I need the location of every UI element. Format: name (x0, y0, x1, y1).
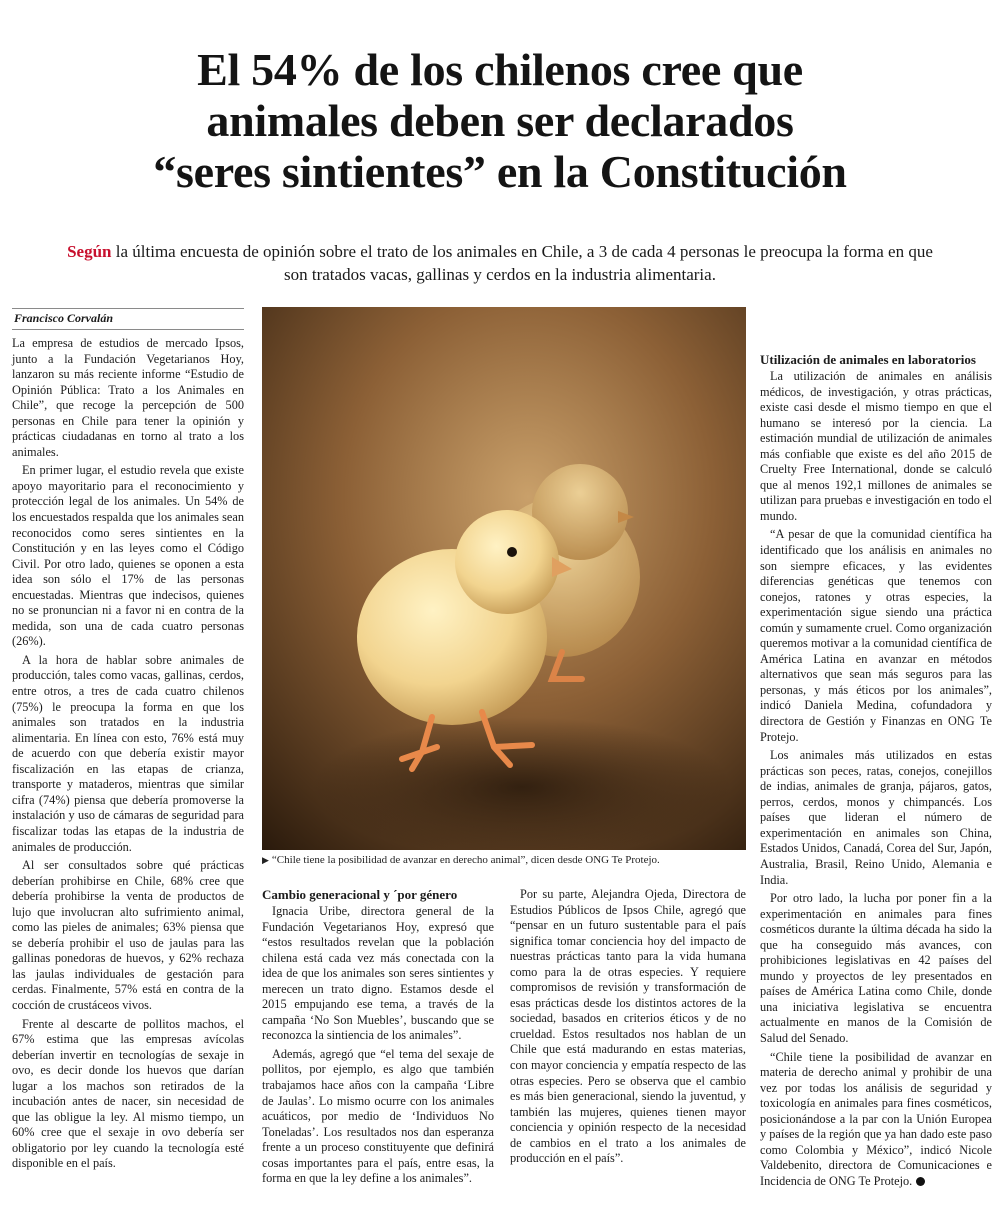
article-column-2 (262, 887, 494, 1199)
lead-first-word: Según (67, 242, 112, 261)
lead-paragraph (10, 240, 990, 286)
paragraph: Ignacia Uribe, directora general de la Fundación Vegetarianos Hoy, expresó que “estos resultados revelan que la población chilena está cada vez más conectada con la idea de que los animales son seres sintientes y merecen un trato digno. Estamos desde el 2015 empujando ese tema, a través de la campaña ‘No Son Muebles’, buscando que se reconozca la sintiencia de los animales”. (262, 904, 494, 1043)
paragraph: Por otro lado, la lucha por poner fin a la experimentación en animales para fines cosméticos durante la última década ha sido la que ha conseguido más avances, con prohibiciones legislativas en 42 países del mundo y proyectos de ley presentados en países de América Latina como Chile, donde una iniciativa legislativa se encuentra actualmente en manos de la Comisión de Salud del Senado. (760, 891, 992, 1045)
paragraph: La utilización de animales en análisis médicos, de investigación, y otras prácticas, existe casi desde el mismo tiempo en que el humano se interesó por la ciencia. La estimación mundial de utilización de animales más confiable que existe es del año 2015 de Cruelty Free International, donde se calculó que al menos 192,1 millones de animales se utilizan para pruebas e investigación en todo el mundo. (760, 369, 992, 523)
section-heading-laboratories: Utilización de animales en laboratorios (760, 352, 976, 367)
paragraph: A la hora de hablar sobre animales de producción, tales como vacas, gallinas, cerdos, entre otros, a tres de cada cuatro chilenos (75%) le preocupa la forma en que los animales son tratados en la industria alimentaria. En línea con esto, 76% está muy de acuerdo con que debería existir mayor fiscalización en las etapas de crianza, transporte y mataderos, mientras que similar cifra (74%) piensa que debería promoverse la instalación y uso de cámaras de seguridad para fiscalizar todas las etapas de la industria de animales de producción. (12, 652, 244, 854)
lead-line-2: son tratados vacas, gallinas y cerdos en la industria alimentaria. (284, 265, 716, 284)
paragraph: La empresa de estudios de mercado Ipsos, junto a la Fundación Vegetarianos Hoy, lanzaron su más reciente informe “Estudio de Opinión Pública: Trato a los Animales en Chile”, que recoge la percepción de 500 personas en Chile para tener la opinión y prácticas ciudadanas en torno al trato a los animales. (12, 336, 244, 459)
headline-line-1: El 54% de los chilenos cree que (197, 44, 803, 95)
headline-line-3: “seres sintientes” en la Constitución (153, 146, 847, 197)
paragraph: “A pesar de que la comunidad científica ha identificado que los análisis en animales no son siempre eficaces, y las evidentes diferencias genéticas que tenemos con conejos, ratones y otras especies, la experimentación sigue siendo una práctica común y sumamente cruel. Como organización queremos motivar a la comunidad científica de América Latina en avanzar en métodos alternativos que sean más seguros para las personas, y más éticos por los animales”, indicó Daniela Medina, cofundadora y directora de Gestión y Finanzas en ONG Te Protejo. (760, 527, 992, 744)
photo-caption-text: “Chile tiene la posibilidad de avanzar en derecho animal”, dicen desde ONG Te Protejo. (271, 854, 660, 866)
headline (20, 44, 980, 197)
article-column-4 (760, 336, 992, 1196)
article-column-3 (510, 887, 746, 1199)
paragraph (760, 1050, 992, 1190)
paragraph: Los animales más utilizados en estas prácticas son peces, ratas, conejos, conejillos de indias, animales de granja, pájaros, gatos, perros, cerdos, monos y chimpancés. Los países que lideran el número de experimentación en animales son China, Estados Unidos, Canadá, Corea del Sur, Japón, Australia, Brasil, Reino Unido, Alemania e India. (760, 748, 992, 887)
section-heading-generational: Cambio generacional y ´por género (262, 887, 458, 902)
byline-rule-bottom (12, 329, 244, 330)
headline-line-2: animales deben ser declarados (206, 95, 794, 146)
end-of-article-icon (916, 1177, 925, 1186)
caption-triangle-icon: ▶ (262, 855, 269, 865)
byline-rule-top (12, 308, 244, 309)
paragraph: Por su parte, Alejandra Ojeda, Directora de Estudios Públicos de Ipsos Chile, agregó que “pensar en un futuro sustentable para el país significa tomar conciencia hoy del impacto de nuestras prácticas tanto para la vida humana como para la de otras especies. Y requiere compromisos de revisión y transformación de esas prácticas desde los distintos actores de la sociedad, basados en criterios éticos y de no crueldad. Estos resultados nos hablan de un Chile que está madurando en estas materias, con mayor conciencia y empatía respecto de las otras especies. Pero se observa que el cambio es más bien generacional, siendo la juventud, y también las mujeres, quienes tienen mayor conciencia y opinión respecto de la necesidad de cambios en el trato a los animales de producción en el país”. (510, 887, 746, 1166)
chicks-photo-illustration (262, 307, 746, 850)
lead-line-1-text: la última encuesta de opinión sobre el trato de los animales en Chile, a 3 de cada 4 personas le preocupa la forma en que (111, 242, 933, 261)
byline: Francisco Corvalán (14, 311, 114, 325)
paragraph: Al ser consultados sobre qué prácticas deberían prohibirse en Chile, 68% cree que debería prohibirse la venta de productos de lujo que involucran alto sufrimiento animal, como las pieles de animales; 63% piensa que se debería prohibir el uso de jaulas para las gallinas ponedoras de huevos, y 62% rechaza las jaulas individuales de gestación para cerdas. Finalmente, 57% está en contra de la cocción de crustáceos vivos. (12, 858, 244, 1012)
paragraph: Frente al descarte de pollitos machos, el 67% estima que las empresas avícolas deberían invertir en tecnologías de sexaje in ovo, es decir donde los huevos que darían lugar a los machos son retirados de la incubación antes de nacer, sin necesidad de que las obligue la ley. Al mismo tiempo, un 60% cree que el sexaje in ovo debería ser obligatorio por ley cuando la tecnología esté disponible en el país. (12, 1016, 244, 1171)
paragraph-text: “Chile tiene la posibilidad de avanzar en materia de derecho animal y prohibir de una vez por todas los análisis de seguridad y toxicología en animales para fines cosméticos, posicionándose a la par con la Unión Europea y países de la región que ya han dado este paso como Colombia y México”, indicó Nicole Valdebenito, directora de Comunicaciones e Incidencia de ONG Te Protejo. (760, 1049, 992, 1188)
photo-caption (262, 854, 746, 866)
lead-line-1 (10, 240, 990, 263)
paragraph: Además, agregó que “el tema del sexaje de pollitos, por ejemplo, es algo que también trabajamos hace años con la campaña ‘Libre de Jaulas’. Lo mismo ocurre con los animales acuáticos, por medio de ‘Individuos No Toneladas’. Los resultados nos dan esperanza frente a un proceso constituyente que definirá cosas importantes para el país, entre esas, la forma en que la ley define a los animales”. (262, 1046, 494, 1186)
article-column-1 (12, 336, 244, 1196)
paragraph: En primer lugar, el estudio revela que existe apoyo mayoritario para el reconocimiento y protección legal de los animales. Un 54% de los encuestados respalda que los animales sean reconocidos como seres sintientes en la Constitución y en las leyes como el Código Civil. Por otro lado, quienes se oponen a esta idea son sólo el 17% de las personas encuestadas. Mientras que indecisos, quienes no se pronuncian ni a favor ni en contra de la medida, son una de cada cuatro personas (26%). (12, 463, 244, 649)
article-photo (262, 307, 746, 850)
